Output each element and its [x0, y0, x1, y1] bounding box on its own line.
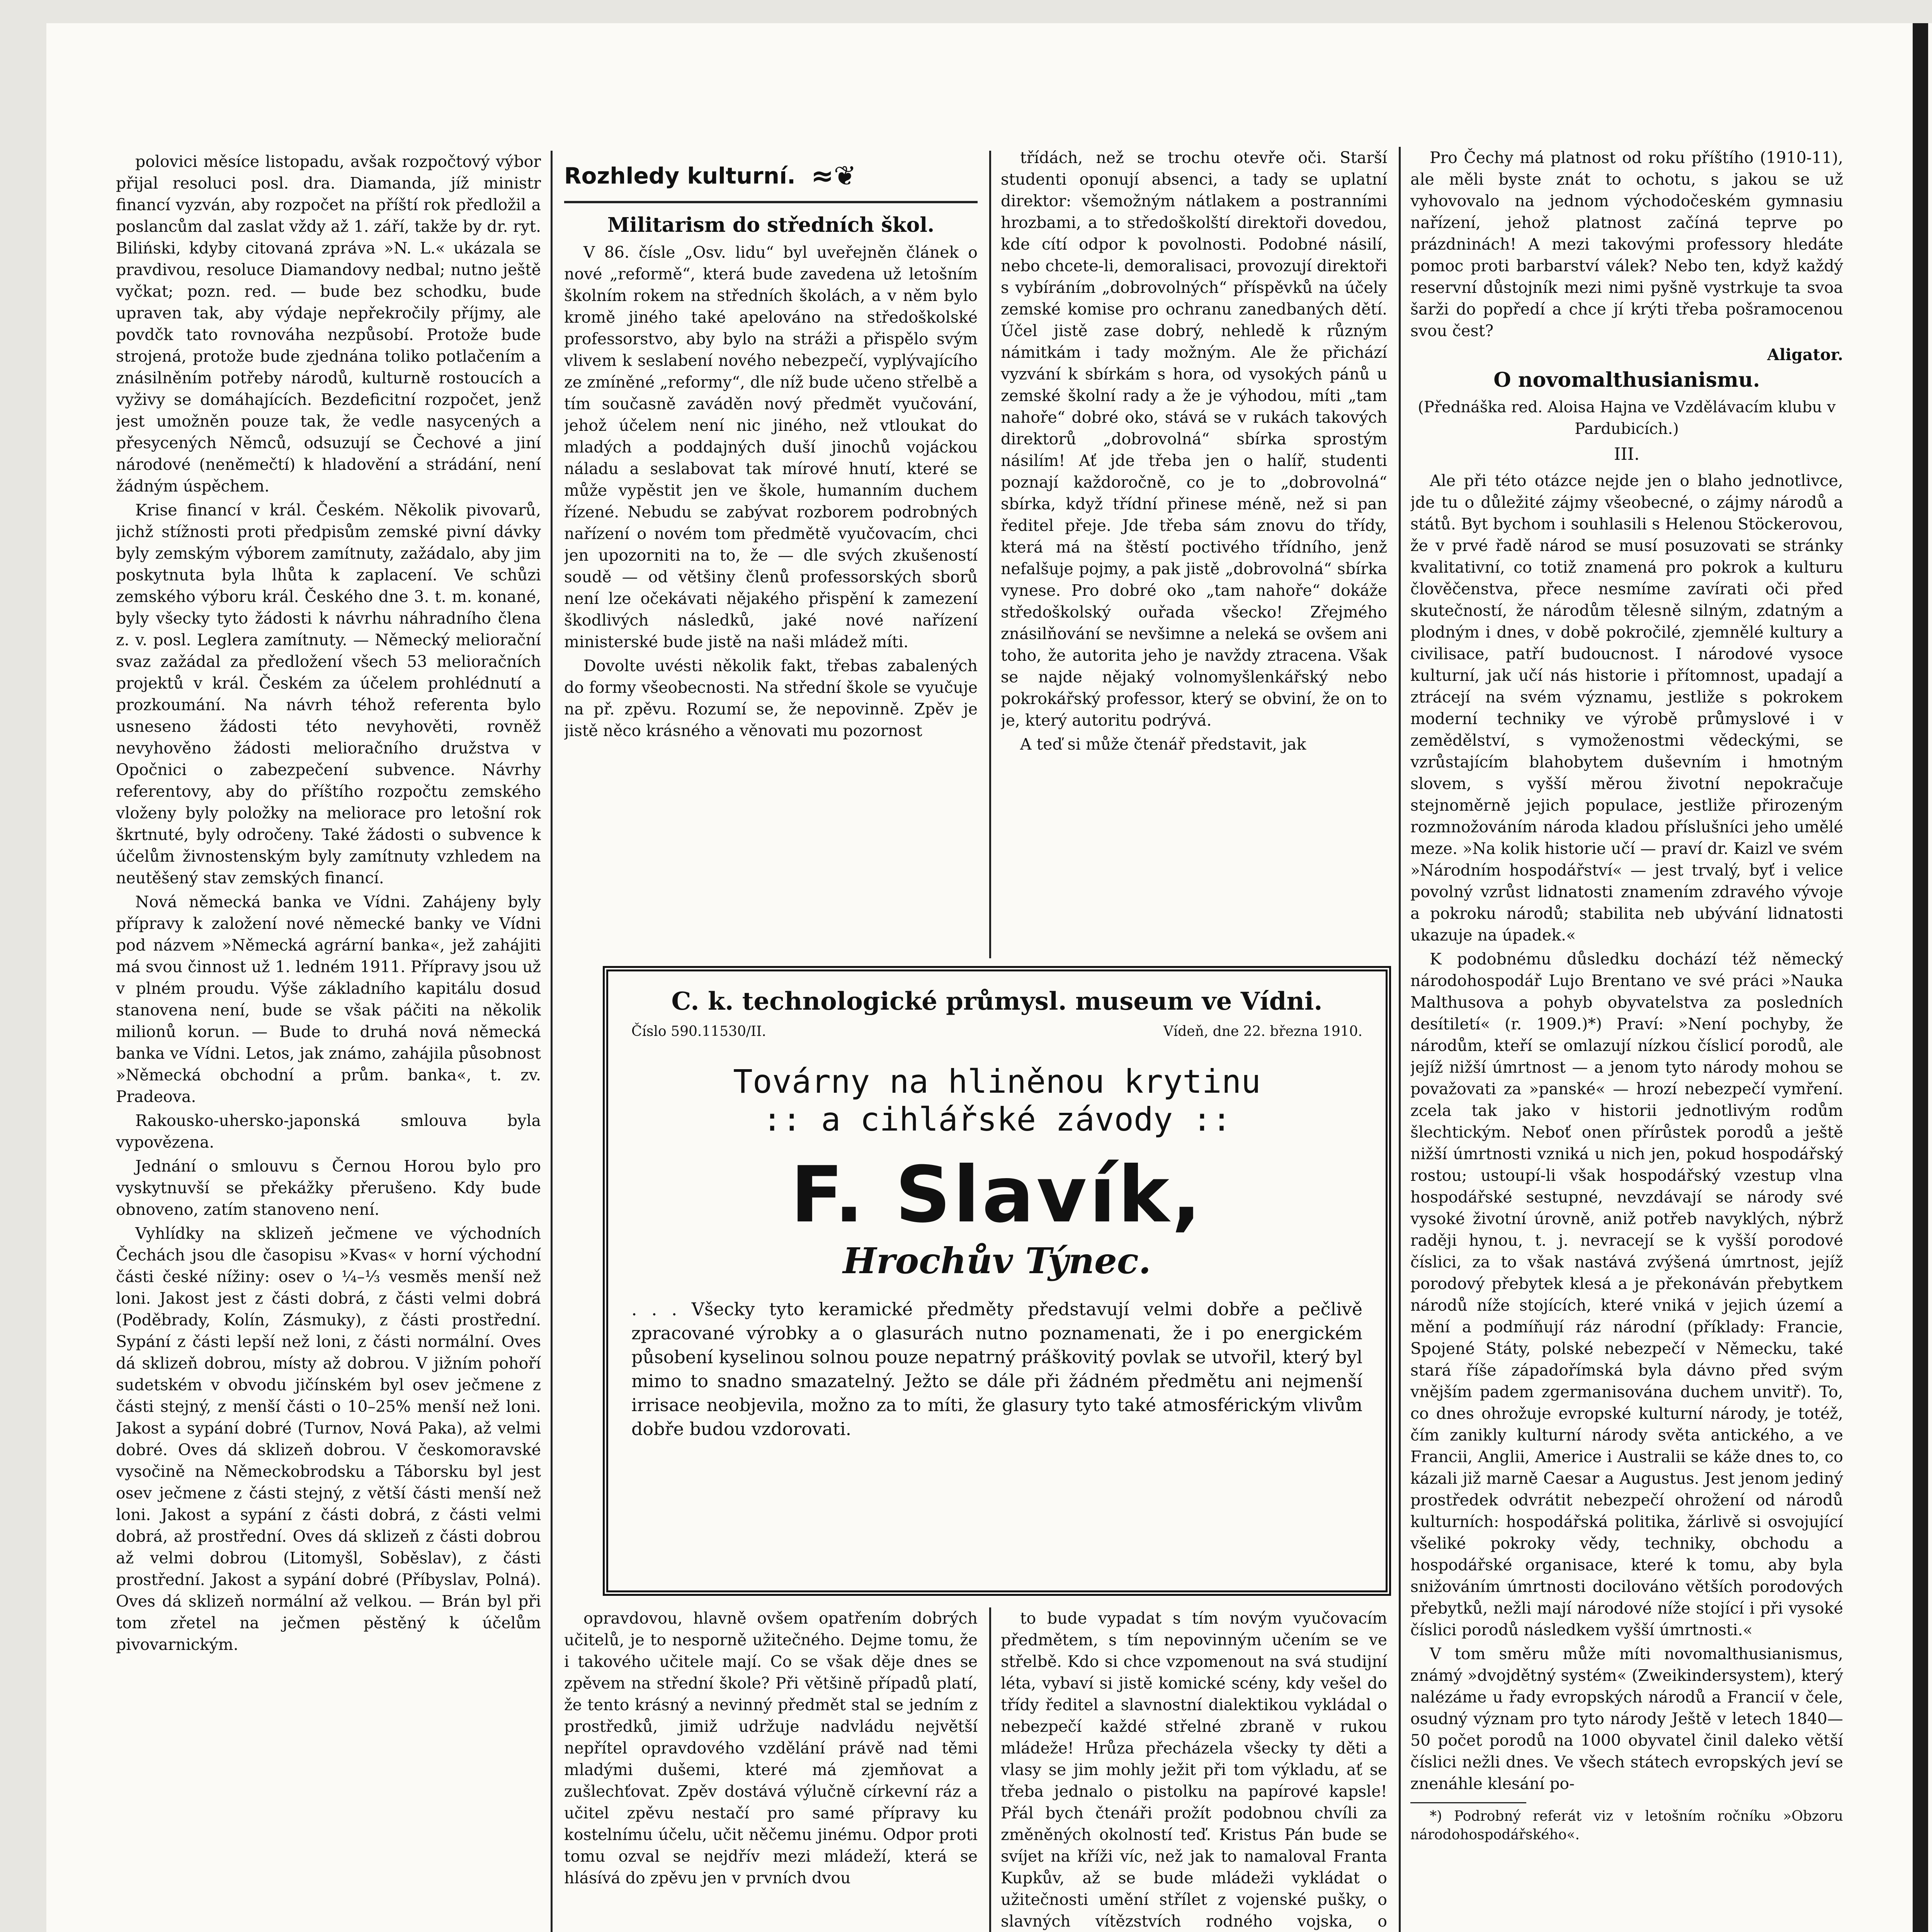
- section-title: [564, 151, 978, 203]
- col3-para: A teď si může čtenář představit, jak: [1020, 735, 1306, 753]
- footnote-rule: [1410, 1802, 1526, 1803]
- col4-para: Ale při této otázce nejde jen o blaho jednotlivce, jde tu o důležité zájmy všeobecné, o zájmy národů a států. Byt bychom i souhlasili s Helenou Stöckerovou, že v prvé řadě národ se musí posuzovati se stránky kvalitativní, co totiž znamená pro pokrok a kulturu člověčenstva, přece nesmíme zavírati oči před skutečností, že národům tělesně silným, zdatným a plodným i dnes, v době pokročilé, zjemnělé kultury a civilisace, patří budoucnost. I národové vysoce kulturní, jak učí nás historie i přítomnost, upadají a ztrácejí na svém významu, jestliže s pokrokem moderní techniky ve výrobě průmyslové i v zemědělství, s vymoženostmi vědeckými, se vzrůstajícím blahobytem duševním i hmotným slovem, s vyšší měrou životní nepokračuje stejnoměrně jejich populace, jestliže přirozeným rozmnožováním národa kladou příslušníci jeho umělé meze. »Na kolik historie učí — praví dr. Kaizl ve svém »Národním hospodářství« — jest trvalý, byť i velice povolný vzrůst lidnatosti znamením zdravého vývoje a pokroku národů; stabilita neb ubývání lidnatosti ukazuje na úpadek.«: [1410, 471, 1843, 944]
- ad-body-text: . . . Všecky tyto keramické předměty představují velmi dobře a pečlivě zpracované výrobky a o glasurách nutno poznamenati, že i po energickém působení kyselinou solnou pouze nepatrný práškovitý povlak se utvořil, který byl mimo to snadno smazatelný. Ježto se dále při žádném předmětu ani nejmenší irrisace neobjevila, možno za to míti, že glasury tyto také atmosférickým vlivům dobře budou vzdorovati.: [631, 1299, 1362, 1439]
- column-3-bottom: [1001, 1607, 1387, 1932]
- col1-para: Krise financí v král. Českém. Několik pivovarů, jichž stížnosti proti předpisům zemské pivní dávky byly zemským výborem zamítnuty, zažádalo, aby jim poskytnuta byla lhůta k zaplacení. Ve schůzi zemského výboru král. Českého dne 3. t. m. konané, byly všecky tyto žádosti k návrhu náhradního člena z. v. posl. Leglera zamítnuty. — Německý meliorační svaz zažádal za předložení všech 53 melioračních projektů v král. Českém za účelem prohlédnutí a prozkoumání. Na návrh téhož referenta bylo usneseno žádosti této nevyhověti, rovněž nevyhověno žádosti melioračního družstva v Opočnici o zabezpečení subvence. Návrhy referentovy, aby do příštího rozpočtu zemského vloženy byly položky na meliorace pro letošní rok škrtnuté, byly odročeny. Také žádosti o subvence k účelům živnostenským byly zamítnuty vzhledem na neutěšený stav zemských financí.: [116, 501, 541, 887]
- col4-para: V tom směru může míti novomalthusianismus, známý »dvojdětný systém« (Zweikindersystem), který nalézáme u řady evropských národů a Francií v čele, osudný význam pro tyto národy Ještě v letech 1840—50 počet porodů na 1000 obyvatel činil daleko větší číslici nežli dnes. Ve všech státech evropských jeví se znenáhle klesání po-: [1410, 1645, 1843, 1793]
- ad-company-name: F. Slavík,: [790, 1150, 1204, 1240]
- ornament-icon: ≈❦: [811, 160, 857, 192]
- column-rule: [1399, 147, 1401, 1932]
- ad-reference-number: Číslo 590.11530/II.: [631, 1024, 766, 1039]
- col1-para: Nová německá banka ve Vídni. Zahájeny byly přípravy k založení nové německé banky ve Vídni pod názvem »Německá agrární banka«, jež zahájiti má svou činnost už 1. ledném 1911. Přípravy jsou už v plném proudu. Výše základního kapitálu dosud stanovena není, bude se však páčiti na několik milionů korun. — Bude to druhá nová německá banka ve Vídni. Letos, jak známo, zahájila působnost »Německá obchodní a prům. banka«, t. zv. Pradeova.: [116, 893, 541, 1106]
- col1-para: polovici měsíce listopadu, avšak rozpočtový výbor přijal resoluci posl. dra. Diamanda, jíž ministr financí vyzván, aby rozpočet na příští rok předložil a poslancům dal zaslat vždy až 1. září, takže by dr. ryt. Biliński, kdyby citovaná zpráva »N. L.« ukázala se pravdivou, resoluce Diamandovy nedbal; nutno ještě vyčkat; pozn. red. — bude bez schodku, bude upraven tak, aby výdaje nepřekročily příjmy, ale povdčk tato rovnováha nezpůsobí. Protože bude strojená, protože bude zjednána toliko potlačením a znásilněním potřeby národů, kulturně rostoucích a vyživy se domáhajících. Bezdeficitní rozpočet, jenž jest umožněn pouze tak, že vedle nasycených a přesycených Němců, odsuzují se Čechové a jiní národové (neněmečtí) k hladovění a strádání, není žádným úspěchem.: [116, 152, 541, 495]
- section-title-text: Rozhledy kulturní.: [564, 163, 796, 189]
- col4-para: K podobnému důsledku dochází též německý národohospodář Lujo Brentano ve své práci »Nauka Malthusova a pohyb obyvatelstva za posledních desítiletí« (r. 1909.)*) Praví: »Není pochyby, že národům, kteří se omlazují nízkou číslicí porodů, ale jejíž nižší úmrtnost — a jenom tyto národy mohou se považovati za »panské« — hrozí nebezpečí vymření. zcela tak jako v historii jednotlivým rodům šlechtickým. Neboť onen přírůstek porodů a ještě nižší úmrtnosti vzniká u nich jen, pokud hospodářský rostou; ustoupí-li však hospodářský vzestup vlna hospodářské sestupné, nevzdávají se národy své vysoké životní úrovně, aniž potřeb navyklých, nýbrž raději hynou, t. j. nevracejí se k vyšší porodové číslici, za to však nastává zvýšená úmrtnost, jejíž porodový přebytek klesá a je překonáván přebytkem národů níže stojících, které vniká v jejich území a mění a podmíňují ráz národní (příklady: Francie, Spojené Státy, polské nebezpečí v Německu, také stará říše západořímská byla dávno před svým vnějším padem zgermanisována duchem unvitř). To, co dnes ohrožuje evropské kulturní národy, je totéž, čím zanikly kulturní národy světa antického, a ve Francii, Anglii, Americe i Australii se káže dnes to, co kázali již marně Caesar a Augustus. Jest jenom jediný prostředek odvrátit nebezpečí ohrožení od národů kulturních: hospodářská politika, žárlivě si osvojující všeliké pokroky vědy, techniky, obchodu a hospodářské organisace, které k tomu, aby byla snižováním úmrtnosti docilováno větších porodových přebytků, nežli mají národové níže stojící i při vysoké číslici porodů následkem vyšší úmrtnosti.«: [1410, 950, 1843, 1639]
- footnote: *) Podrobný referát viz v letošním ročníku »Obzoru národohospodářského«.: [1410, 1808, 1843, 1843]
- col1-para: Rakousko-uhersko-japonská smlouva byla vypovězena.: [116, 1111, 541, 1151]
- column-2: [564, 211, 978, 952]
- column-rule: [989, 1607, 991, 1932]
- col2-para: Dovolte uvésti několik fakt, třebas zabalených do formy všeobecnosti. Na střední škole se vyučuje na př. zpěvu. Rozumí se, že nepovinně. Zpěv je jistě něco krásného a věnovati mu pozornost: [564, 656, 978, 740]
- column-rule: [989, 151, 991, 958]
- ad-date: Vídeň, dne 22. března 1910.: [1163, 1024, 1362, 1039]
- ad-line-2: :: a cihlářské závody ::: [762, 1100, 1231, 1138]
- ad-museum-name: C. k. technologické průmysl. museum ve Vídni.: [671, 987, 1323, 1016]
- article-subheading: (Přednáška red. Aloisa Hajna ve Vzdělávacím klubu v Pardubicích.): [1418, 398, 1836, 438]
- ad-meta-row: [631, 1024, 1362, 1039]
- col2-para: V 86. čísle „Osv. lidu“ byl uveřejněn článek o nové „reformě“, která bude zavedena už letošním školním rokem na středních školách, a v něm bylo kromě jiného také apelováno na středoškolské professorstvo, aby bylo na stráži a přispělo svým vlivem k seslabení nového nebezpečí, vyplývajícího ze zmíněné „reformy“, dle níž bude učeno střelbě a tím současně zaváděn nový předmět vyučování, jehož účelem není nic jiného, než vtloukat do mladých a poddajných duší jinochů vojáckou náladu a seslabovat tak mírové hnutí, které se může vypěstit jen ve škole, humanním duchem řízené. Nebudu se zabývat rozborem podrobných nařízení o novém tom předmětě vyučovacím, chci jen upozorniti na to, že — dle svých zkušeností soudě — od většiny členů professorských sborů není lze očekávati nějakého přispění k zamezení škodlivých následků, jaké nové nařízení ministerské bude jistě na naši mládež míti.: [564, 243, 978, 651]
- article-signature: Aligator.: [1767, 345, 1843, 364]
- article-heading: Militarism do středních škol.: [607, 213, 935, 237]
- ad-company-place: Hrochův Týnec.: [843, 1240, 1151, 1282]
- col1-para: Jednání o smlouvu s Černou Horou bylo pro vyskytnuvší se překážky přerušeno. Kdy bude obnoveno, zatím stanoveno není.: [116, 1157, 541, 1219]
- page-gutter: [1913, 23, 1928, 1932]
- col3-bottom-para: to bude vypadat s tím novým vyučovacím předmětem, s tím nepovinným učením se ve střelbě. Kdo si chce vzpomenout na svá studijní léta, vybaví si jistě komické scény, kdy vešel do třídy ředitel a slavnostní dialektikou vykládal o nebezpečí každé střelné zbraně v rukou mládeže! Hrůza přecházela všecky ty děti a vlasy se jim mohly ježit při tom výkladu, ať se třeba jednalo o pistolku na papírové kapsle! Přál bych čtenáři prožít podobnou chvíli za změněných okolností teď. Kristus Pán bude se svíjet na kříži víc, než jak to namaloval Franta Kupkův, až se bude mládeži vykládat o užitečnosti umění střílet z vojenské pušky, o slavných vítězstvích rodného vojska, o: [1001, 1609, 1387, 1930]
- column-2-bottom: [564, 1607, 978, 1932]
- column-rule: [551, 151, 553, 1932]
- part-number: III.: [1614, 444, 1640, 464]
- col4-top-para: Pro Čechy má platnost od roku příštího (1910-11), ale měli byste znát to ochotu, s jakou se už vyhovovalo na jednom východočeském gymnasiu nařízení, jehož platnost začíná teprve po prázdninách! A mezi takovými professory hledáte pomoc proti barbarství válek? Nebo ten, když každý reservní důstojník mezi nimi pyšně vystrkuje ta svoa šarži do popředí a chce jí krýti třeba pošramocenou svou čest?: [1410, 148, 1843, 340]
- column-4: [1410, 147, 1843, 1932]
- col3-para: třídách, než se trochu otevře oči. Starší studenti oponují absenci, a tady se uplatní direktor: všemožným nátlakem a postranními hrozbami, a to středoškolští direktoři dovedou, kde cítí odpor k povolnosti. Podobné násilí, nebo chcete-li, demoralisaci, provozují direktoři s vybíráním „dobrovolných“ příspěvků na účely zemské komise pro ochranu zanedbaných dětí. Účel jistě zase dobrý, nehledě k různým námitkám i tady možným. Ale že přichází vyzvání k sbírkám s hora, od vysokých pánů u zemské školní rady a že je výhodou, míti „tam nahoře“ dobré oko, stává se v rukách takových direktorů „dobrovolná“ sbírka sprostým násilím! Ať jde třeba jen o halíř, studenti poznají každoročně, co je to „dobrovolná“ sbírka, když třídní přinese méně, než si pan ředitel přeje. Jde třeba sám znovu do třídy, která má na štěstí poctivého třídního, jenž nefalšuje pojmy, a pak jistě „dobrovolná“ sbírka vynese. Pro dobré oko „tam nahoře“ dokáže středoškolský ouřada všecko! Zřejmého znásilňování se nevšimne a neleká se ovšem ani toho, že autorita jeho je navždy ztracena. Však se najde nějaký volnomyšlenkářský nebo pokrokářský professor, který se obviní, že on to je, který autoritu podrývá.: [1001, 148, 1387, 730]
- article-heading: O novomalthusianismu.: [1493, 368, 1760, 392]
- column-3: [1001, 147, 1387, 954]
- col1-para: Vyhlídky na sklizeň ječmene ve východních Čechách jsou dle časopisu »Kvas« v horní východní části české nížiny: osev o ¼–⅓ vesměs menší než loni. Jakost jest z části dobrá, z části velmi dobrá (Poděbrady, Kolín, Zásmuky), z části prostřední. Sypání z části lepší než loni, z části normální. Oves dá sklizeň dobrou, místy až dobrou. V jižním pohoří sudetském v obvodu jičínském byl osev ječmene z části stejný, z menší části o 10–25% menší než loni. Jakost a sypání dobré (Turnov, Nová Paka), až velmi dobré. Oves dá sklizeň dobrou. V českomoravské vysočině na Německobrodsku a Táborsku byl jest osev ječmene z části stejný, z větší části menší než loni. Jakost a sypání z části dobrá, z části velmi dobrá, až prostřední. Oves dá sklizeň z části dobrou až velmi dobrou (Litomyšl, Soběslav), z části prostřední. Jakost a sypání dobré (Příbyslav, Polná). Oves dá sklizeň normální až velkou. — Brán byl při tom zřetel na ječmen pěstěný k účelům pivovarnickým.: [116, 1224, 541, 1654]
- column-1: [116, 151, 541, 1932]
- ad-line-1: Továrny na hliněnou krytinu: [733, 1063, 1261, 1100]
- col2-bottom-para: opravdovou, hlavně ovšem opatřením dobrých učitelů, je to nesporně užitečného. Dejme tomu, že i takového učitele mají. Co se však děje dnes se zpěvem na střední škole? Při většině případů platí, že tento krásný a nevinný předmět stal se jedním z prostředků, jimiž udržuje nadvládu největší nepřítel opravdového vzdělání právě nad těmi mladými dušemi, které má zjemňovat a zušlechťovat. Zpěv dostává výlučně církevní ráz a učitel zpěvu nestačí pro samé přípravy ku kostelnímu účelu, učit něčemu jinému. Odpor proti tomu ozval se nejdřív mezi mládeží, která se hlásívá do zpěvu jen v prvních dvou: [564, 1609, 978, 1887]
- advertisement-box: [603, 966, 1391, 1596]
